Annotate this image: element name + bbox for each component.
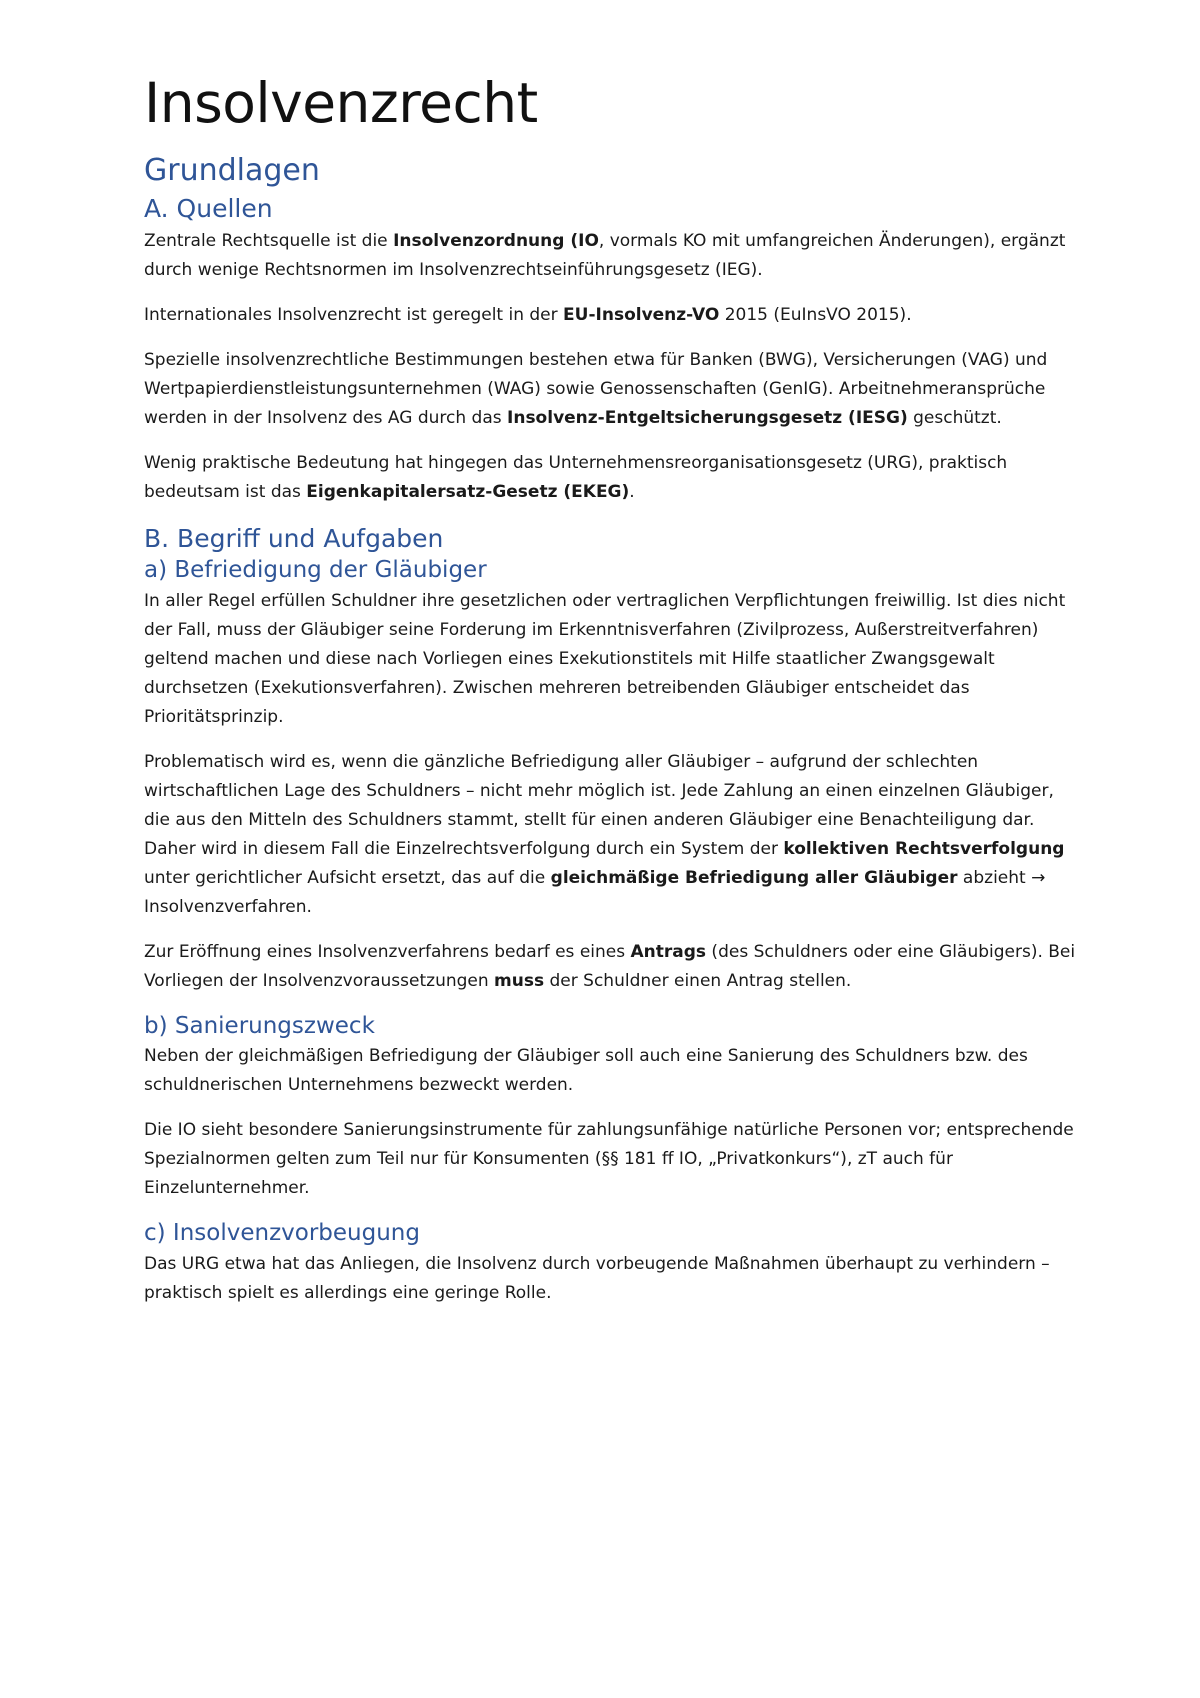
paragraph-vorbeugung-1: Das URG etwa hat das Anliegen, die Insolvenz durch vorbeugende Maßnahmen überhaupt zu verhindern – praktisch spielt es allerdings eine geringe Rolle. <box>144 1254 1050 1303</box>
text-run: Spezielle insolvenzrechtliche Bestimmungen bestehen etwa für Banken (BWG), Versicherungen (VAG) und Wertpapierdienstleistungsunternehmen (WAG) sowie Genossenschaften (GenIG). Arbeitnehmeransprüche werden in der Insolvenz des AG durch das <box>144 349 1048 428</box>
bold-run: Insolvenzordnung (IO <box>393 230 599 251</box>
heading-grundlagen: Grundlagen <box>144 153 320 189</box>
paragraph-quellen-3 <box>144 346 1080 433</box>
bold-run: Eigenkapitalersatz-Gesetz (EKEG) <box>306 481 630 502</box>
text-run: Zur Eröffnung eines Insolvenzverfahrens bedarf es eines <box>144 941 631 962</box>
paragraph-sanierung-2: Die IO sieht besondere Sanierungsinstrumente für zahlungsunfähige natürliche Personen vor; entsprechende Spezialnormen gelten zum Teil nur für Konsumenten (§§ 181 ff IO, „Privatkonkurs“), zT auch für Einzelunternehmer. <box>144 1120 1074 1199</box>
paragraph-befriedigung-3 <box>144 938 1080 996</box>
text-run: geschützt. <box>907 407 1002 428</box>
text-run: . <box>629 481 635 502</box>
text-run: Zentrale Rechtsquelle ist die <box>144 230 394 251</box>
text-run: (des Schuldners oder eine Gläubigers). Bei Vorliegen der Insolvenzvoraussetzungen <box>144 941 1076 991</box>
paragraph-befriedigung-1: In aller Regel erfüllen Schuldner ihre gesetzlichen oder vertraglichen Verpflichtungen freiwillig. Ist dies nicht der Fall, muss der Gläubiger seine Forderung im Erkenntnisverfahren (Zivilprozess, Außerstreitverfahren) geltend machen und diese nach Vorliegen eines Exekutionstitels mit Hilfe staatlicher Zwangsgewalt durchsetzen (Exekutionsverfahren). Zwischen mehreren betreibenden Gläubiger entscheidet das Prioritätsprinzip. <box>144 590 1066 727</box>
heading-sanierungszweck: b) Sanierungszweck <box>144 1012 375 1039</box>
bold-run: Insolvenz-Entgeltsicherungsgesetz (IESG) <box>507 407 908 428</box>
bold-run: Antrags <box>630 941 707 962</box>
heading-a-quellen: A. Quellen <box>144 194 273 224</box>
bold-run: EU-Insolvenz-VO <box>563 304 720 325</box>
text-run: abzieht <box>957 867 1032 888</box>
paragraph-sanierung-1: Neben der gleichmäßigen Befriedigung der Gläubiger soll auch eine Sanierung des Schuldners bzw. des schuldnerischen Unternehmens bezweckt werden. <box>144 1046 1028 1096</box>
paragraph-befriedigung-2 <box>144 748 1080 922</box>
heading-b-begriff: B. Begriff und Aufgaben <box>144 523 444 553</box>
text-run: Wenig praktische Bedeutung hat hingegen das Unternehmensreorganisationsgesetz (URG), praktisch bedeutsam ist das <box>144 452 1008 502</box>
text-run: , vormals KO mit umfangreichen Änderungen), ergänzt durch wenige Rechtsnormen im Insolvenzrechtseinführungsgesetz (IEG). <box>144 230 1066 280</box>
arrow-right-icon: → <box>1031 867 1046 888</box>
text-run: der Schuldner einen Antrag stellen. <box>544 970 852 991</box>
document-title: Insolvenzrecht <box>144 71 538 135</box>
heading-insolvenzvorbeugung: c) Insolvenzvorbeugung <box>144 1220 420 1247</box>
heading-befriedigung: a) Befriedigung der Gläubiger <box>144 556 487 583</box>
paragraph-quellen-2 <box>144 301 1080 330</box>
bold-run: muss <box>494 970 545 991</box>
text-run: unter gerichtlicher Aufsicht ersetzt, das auf die <box>144 867 551 888</box>
bold-run: gleichmäßige Befriedigung aller Gläubiger <box>550 867 958 888</box>
paragraph-quellen-4 <box>144 449 1080 507</box>
text-run: Internationales Insolvenzrecht ist geregelt in der <box>144 304 564 325</box>
text-run: Insolvenzverfahren. <box>144 896 312 917</box>
bold-run: kollektiven Rechtsverfolgung <box>783 838 1065 859</box>
text-run: Problematisch wird es, wenn die gänzliche Befriedigung aller Gläubiger – aufgrund der schlechten wirtschaftlichen Lage des Schuldners – nicht mehr möglich ist. Jede Zahlung an einen einzelnen Gläubiger, die aus den Mitteln des Schuldners stammt, stellt für einen anderen Gläubiger eine Benachteiligung dar. Daher wird in diesem Fall die Einzelrechtsverfolgung durch ein System der <box>144 751 1054 859</box>
paragraph-quellen-1 <box>144 227 1080 285</box>
text-run: 2015 (EuInsVO 2015). <box>719 304 912 325</box>
